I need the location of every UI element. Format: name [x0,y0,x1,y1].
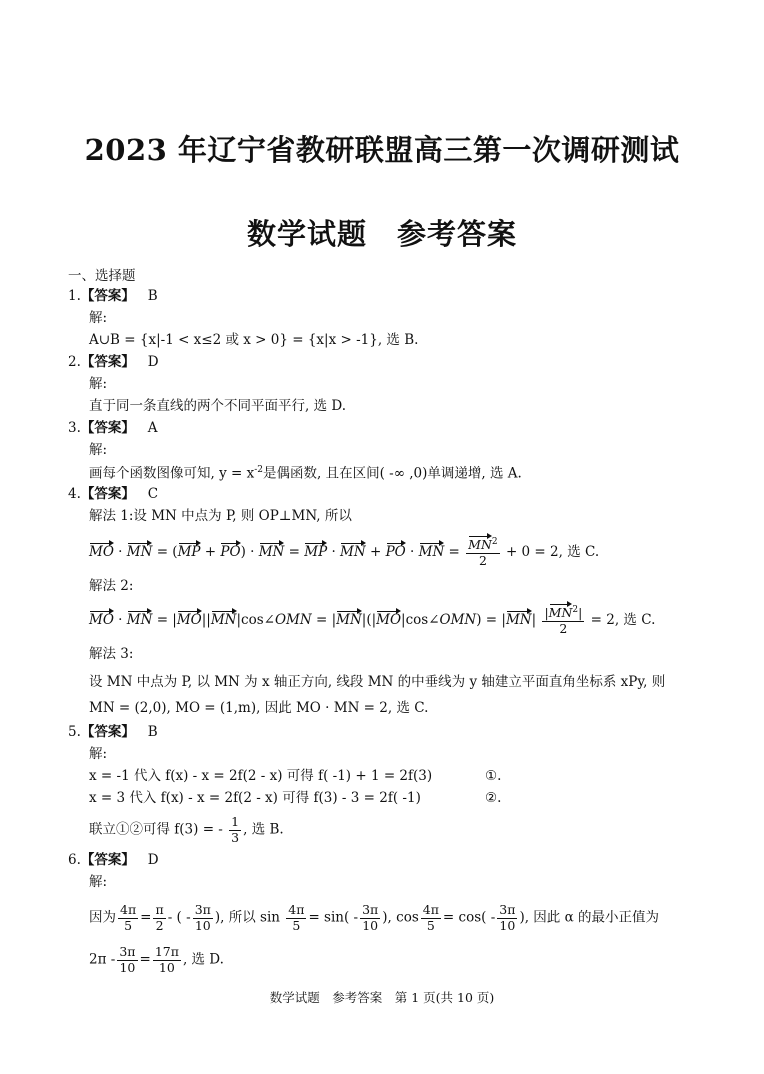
q3-solution-label: 解: [89,442,108,458]
page-footer: 数学试题 参考答案 第 1 页(共 10 页) [269,990,495,1005]
q1-solution: A∪B = {x|-1 < x≤2 或 x > 0} = {x|x > -1}, 选 B. [89,332,419,348]
q6-answer-line: 6.【答案】 D [68,852,159,868]
q6-line1: 因为 $\frac{4\pi}{5}$ = $\frac{\pi}{2}$ - ( - $\frac{3\pi}{10}$ ), 所以 sin $\frac{4\pi}{5}$ = sin( - $\frac{3\pi}{10}$ ), cos $\frac{4\pi}{5}$ = cos( - $\frac{3\pi}{10}$ ), 因此 α 的最小正值为 [89,902,659,933]
q4-answer-line: 4.【答案】 C [68,486,159,502]
q5-answer-line: 5.【答案】 B [68,724,158,740]
q3-solution: 画每个函数图像可知, $y = x^{-2}$是偶函数, 且在区间( -∞ ,0)单调递增, 选 A. [89,465,522,482]
q4-method1-intro: 解法 1:设 MN 中点为 P, 则 OP⊥MN, 所以 [89,508,352,524]
q1-answer-line: 1.【答案】 B [68,288,158,304]
q5-solution-label: 解: [89,746,108,762]
q4-method2-formula: MO · MN = |MO||MN|cos∠OMN = |MN|(|MO|cos∠OMN) = |MN| $\frac{|MN^2|}{2}$ = 2, 选 C. [89,605,656,636]
q3-answer-line: 3.【答案】 A [68,420,158,436]
page-subtitle: 数学试题 参考答案 [246,217,517,251]
q5-eq2: x = 3 代入 f(x) - x = 2f(2 - x) 可得 f(3) - 3 = 2f( -1) [89,790,421,806]
q4-method3-line1: 设 MN 中点为 P, 以 MN 为 x 轴正方向, 线段 MN 的中垂线为 y 轴建立平面直角坐标系 xPy, 则 [89,674,666,690]
q4-method3-intro: 解法 3: [89,646,134,662]
q1-solution-label: 解: [89,310,108,326]
q2-solution-label: 解: [89,376,108,392]
page-title: 2023 年辽宁省教研联盟高三第一次调研测试 [84,133,680,167]
q6-line2: 2π - $\frac{3\pi}{10}$ = $\frac{17\pi}{10}$ , 选 D. [89,944,224,975]
q5-eq1: x = -1 代入 f(x) - x = 2f(2 - x) 可得 f( -1) + 1 = 2f(3) [89,768,433,784]
q5-result: 联立①②可得 f(3) = - $\frac{1}{3}$ , 选 B. [89,814,284,845]
q4-method1-formula: MO · MN = (MP + PO) · MN = MP · MN + PO · MN = $\frac{MN^2}{2}$ + 0 = 2, 选 C. [89,537,600,568]
section-heading: 一、选择题 [68,268,136,284]
q4-method3-line2: MN = (2,0), MO = (1,m), 因此 MO · MN = 2, 选 C. [89,700,429,716]
q2-answer-line: 2.【答案】 D [68,354,159,370]
q4-method2-intro: 解法 2: [89,578,134,594]
q5-tag2: ②. [485,790,502,806]
q5-tag1: ①. [485,768,502,784]
q6-solution-label: 解: [89,874,108,890]
q2-solution: 直于同一条直线的两个不同平面平行, 选 D. [89,398,347,414]
